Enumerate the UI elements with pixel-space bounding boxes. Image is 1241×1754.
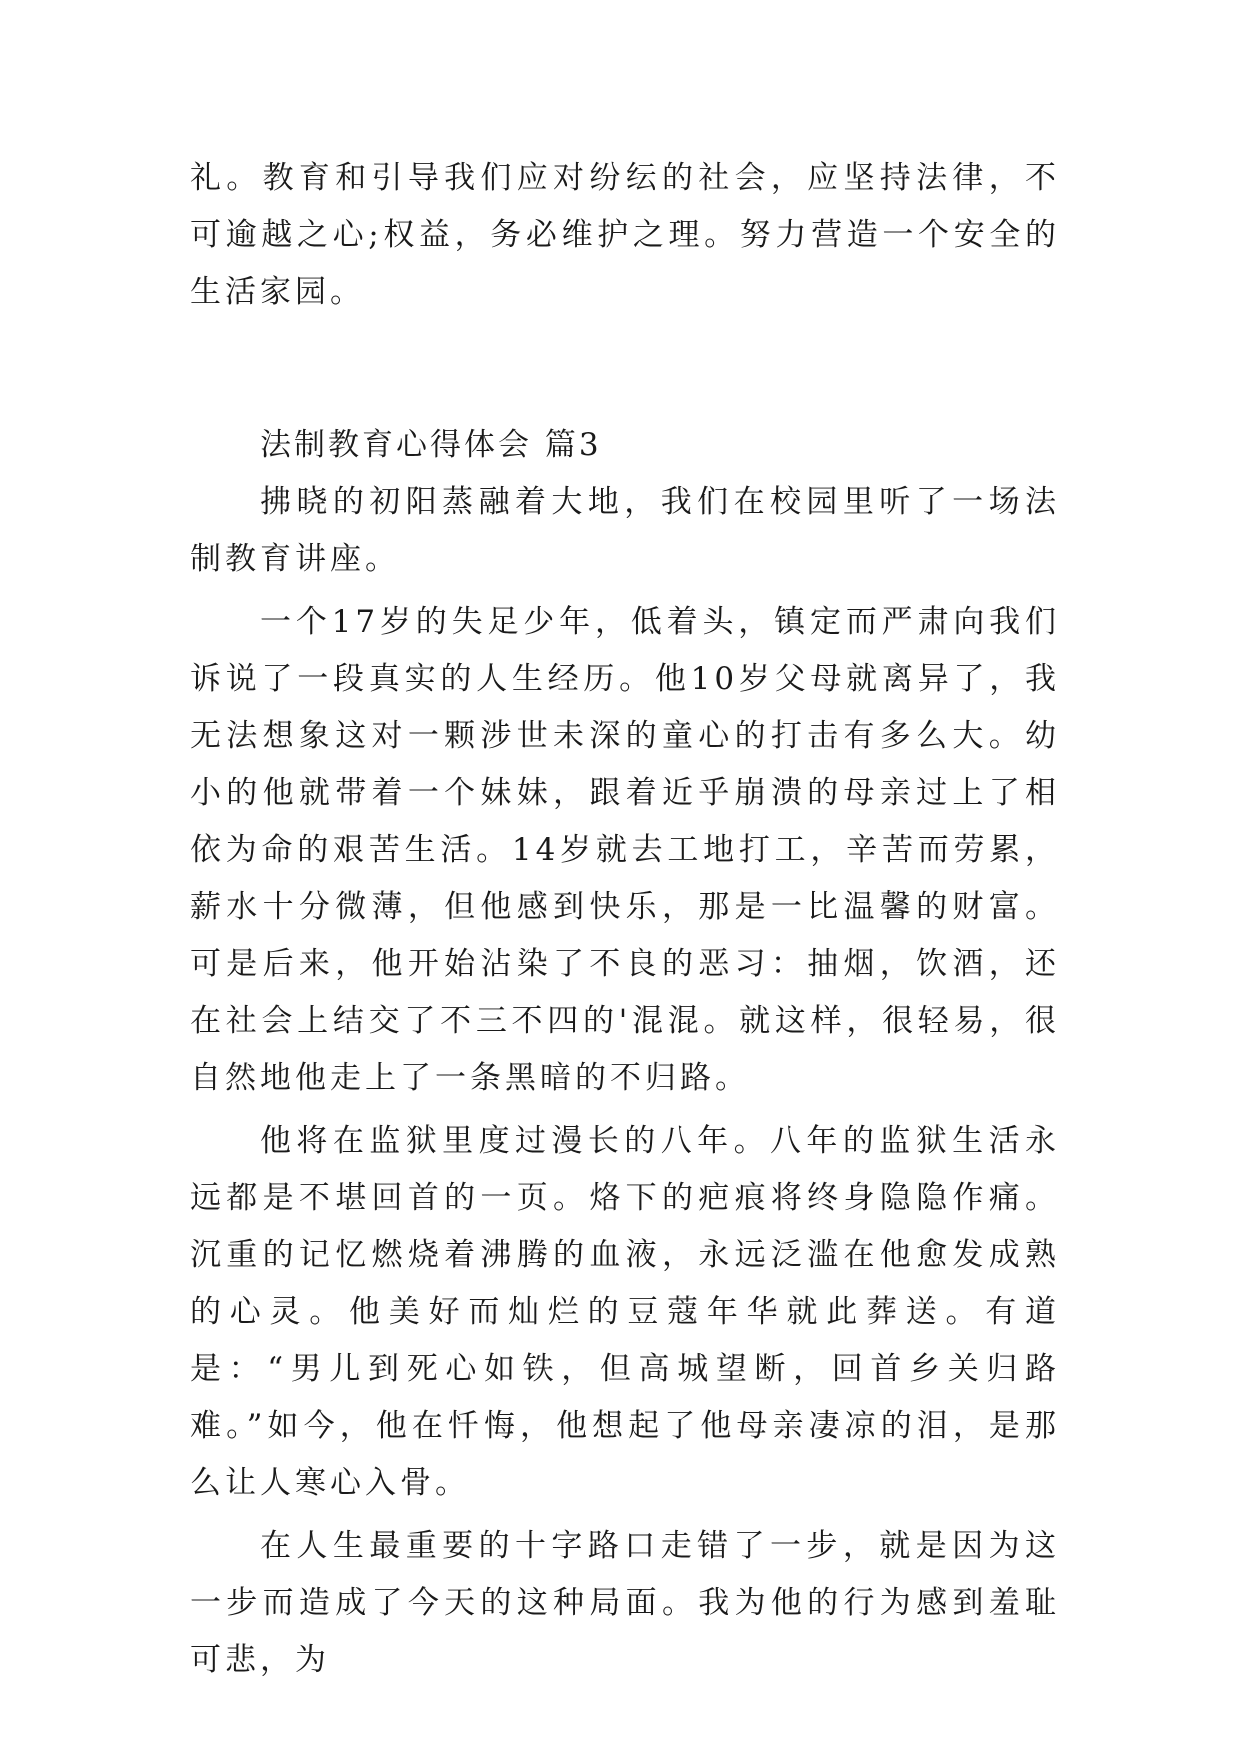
paragraph: 在人生最重要的十字路口走错了一步，就是因为这一步而造成了今天的这种局面。我为他的行为感到羞耻可悲，为 xyxy=(190,1528,1060,1678)
paragraph-continuation: 礼。教育和引导我们应对纷纭的社会，应坚持法律，不可逾越之心;权益，务必维护之理。努力营造一个安全的生活家园。 xyxy=(190,160,1060,310)
paragraph: 他将在监狱里度过漫长的八年。八年的监狱生活永远都是不堪回首的一页。烙下的疤痕将终身隐隐作痛。沉重的记忆燃烧着沸腾的血液，永远泛滥在他愈发成熟的心灵。他美好而灿烂的豆蔻年华就此葬送。有道是：“男儿到死心如铁，但高城望断，回首乡关归路难。”如今，他在忏悔，他想起了他母亲凄凉的泪，是那么让人寒心入骨。 xyxy=(190,1123,1060,1501)
paragraph: 拂晓的初阳蒸融着大地，我们在校园里听了一场法制教育讲座。 xyxy=(190,484,1060,577)
section-spacer xyxy=(190,321,1060,417)
section-heading: 法制教育心得体会 篇3 xyxy=(260,427,602,463)
paragraph: 一个17岁的失足少年，低着头，镇定而严肃向我们诉说了一段真实的人生经历。他10岁父母就离异了，我无法想象这对一颗涉世未深的童心的打击有多么大。幼小的他就带着一个妹妹，跟着近乎崩溃的母亲过上了相依为命的艰苦生活。14岁就去工地打工，辛苦而劳累，薪水十分微薄，但他感到快乐，那是一比温馨的财富。可是后来，他开始沾染了不良的恶习：抽烟，饮酒，还在社会上结交了不三不四的'混混。就这样，很轻易，很自然地他走上了一条黑暗的不归路。 xyxy=(190,604,1060,1096)
document-body xyxy=(190,150,1060,1689)
